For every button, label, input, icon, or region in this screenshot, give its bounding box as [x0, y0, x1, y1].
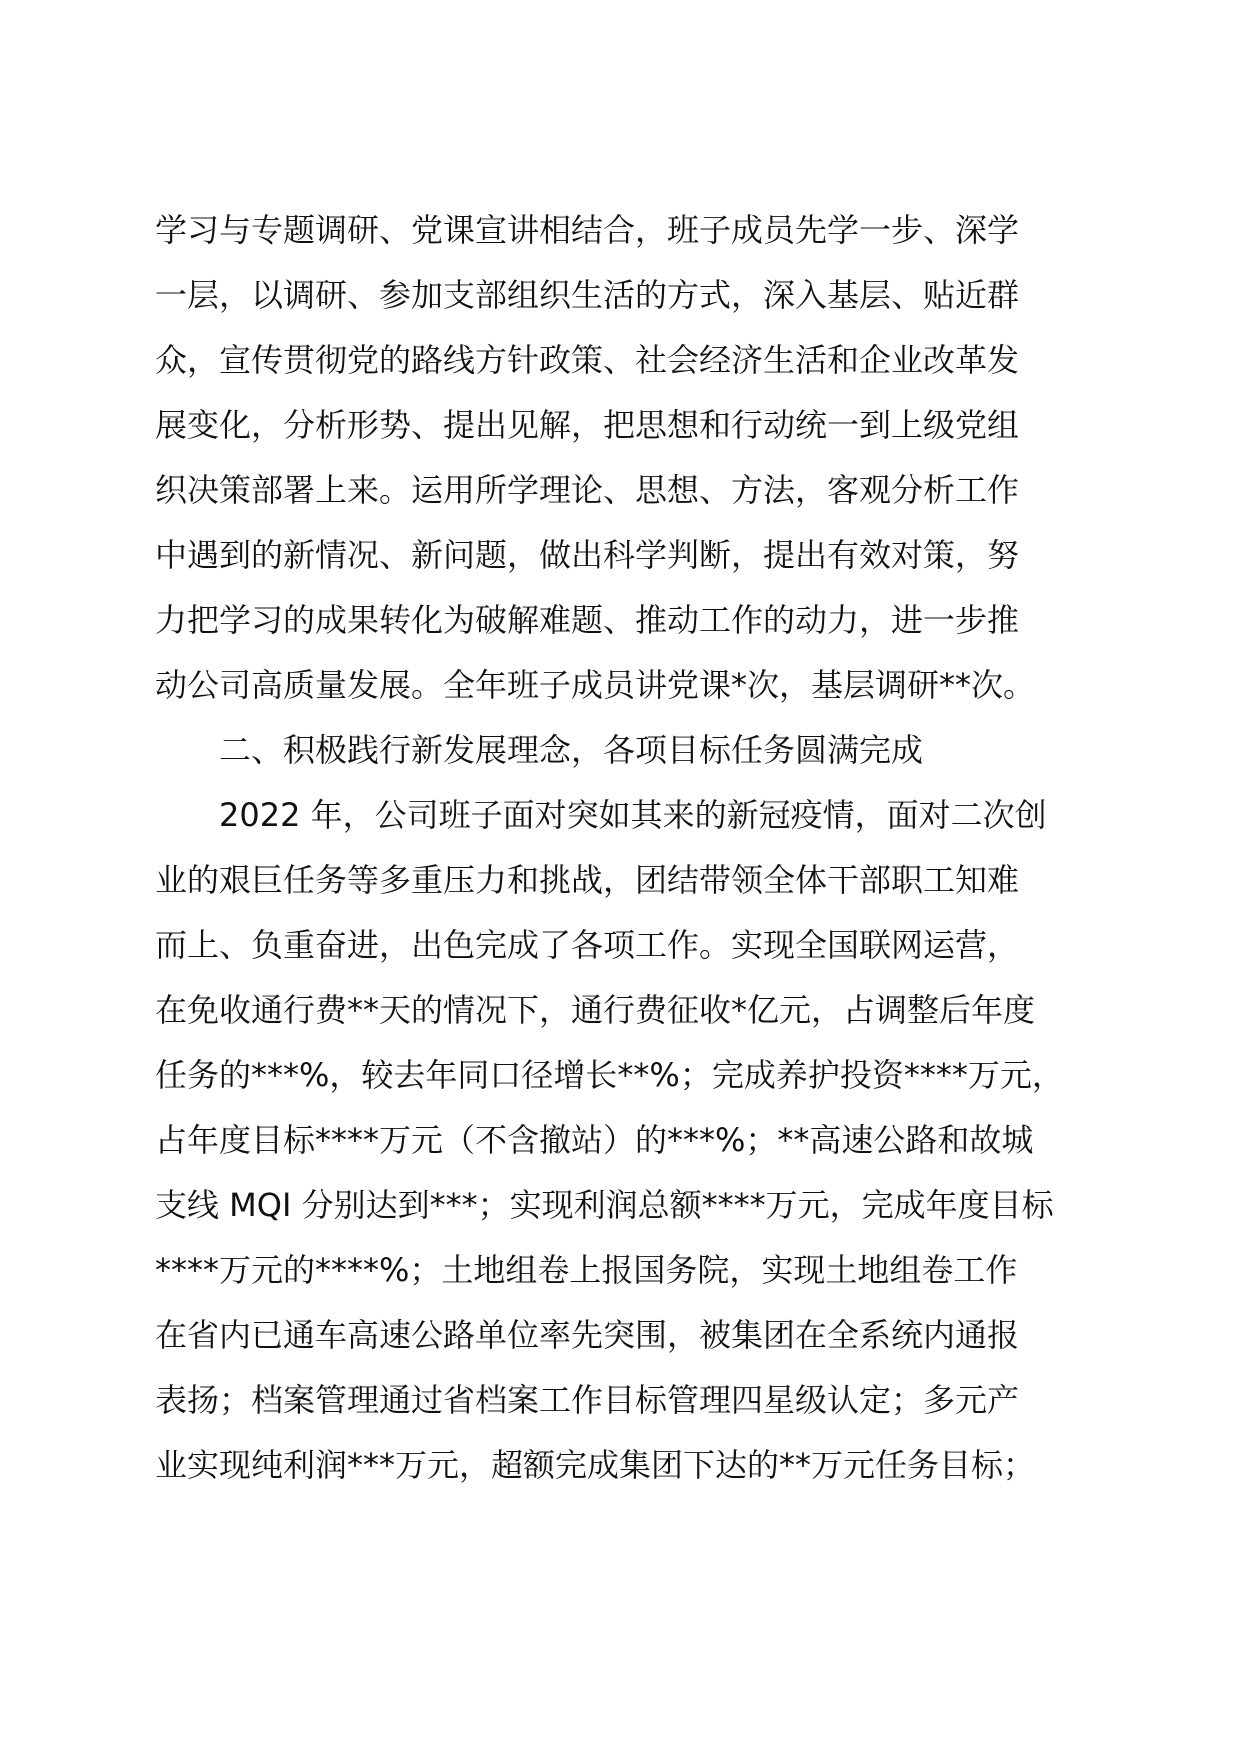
text-line: 众，宣传贯彻党的路线方针政策、社会经济生活和企业改革发 [155, 341, 1020, 379]
text-line: 动公司高质量发展。全年班子成员讲党课*次，基层调研**次。 [155, 666, 1036, 704]
text-line: 任务的***%，较去年同口径增长**%；完成养护投资****万元， [155, 1056, 1064, 1094]
text-line: 展变化，分析形势、提出见解，把思想和行动统一到上级党组 [155, 406, 1020, 444]
body-text [155, 198, 1085, 1498]
text-line: 学习与专题调研、党课宣讲相结合，班子成员先学一步、深学 [155, 211, 1020, 249]
paragraph-start-line: 2022 年，公司班子面对突如其来的新冠疫情，面对二次创 [219, 796, 1047, 834]
text-line: 而上、负重奋进，出色完成了各项工作。实现全国联网运营， [155, 926, 1020, 964]
text-line: 占年度目标****万元（不含撤站）的***%；**高速公路和故城 [155, 1121, 1034, 1159]
text-line: 支线 MQI 分别达到***；实现利润总额****万元，完成年度目标 [155, 1186, 1054, 1224]
text-line: 业实现纯利润***万元，超额完成集团下达的**万元任务目标； [155, 1446, 1036, 1484]
text-line: 织决策部署上来。运用所学理论、思想、方法，客观分析工作 [155, 471, 1020, 509]
text-line: 力把学习的成果转化为破解难题、推动工作的动力，进一步推 [155, 601, 1020, 639]
text-line: 在省内已通车高速公路单位率先突围，被集团在全系统内通报 [155, 1316, 1020, 1354]
text-line: 在免收通行费**天的情况下，通行费征收*亿元，占调整后年度 [155, 991, 1036, 1029]
text-line: 中遇到的新情况、新问题，做出科学判断，提出有效对策，努 [155, 536, 1020, 574]
section-heading: 二、积极践行新发展理念，各项目标任务圆满完成 [219, 731, 924, 769]
text-line: 一层，以调研、参加支部组织生活的方式，深入基层、贴近群 [155, 276, 1020, 314]
text-line: 表扬；档案管理通过省档案工作目标管理四星级认定；多元产 [155, 1381, 1020, 1419]
text-line: 业的艰巨任务等多重压力和挑战，团结带领全体干部职工知难 [155, 861, 1020, 899]
text-line: ****万元的****%；土地组卷上报国务院，实现土地组卷工作 [155, 1251, 1018, 1289]
